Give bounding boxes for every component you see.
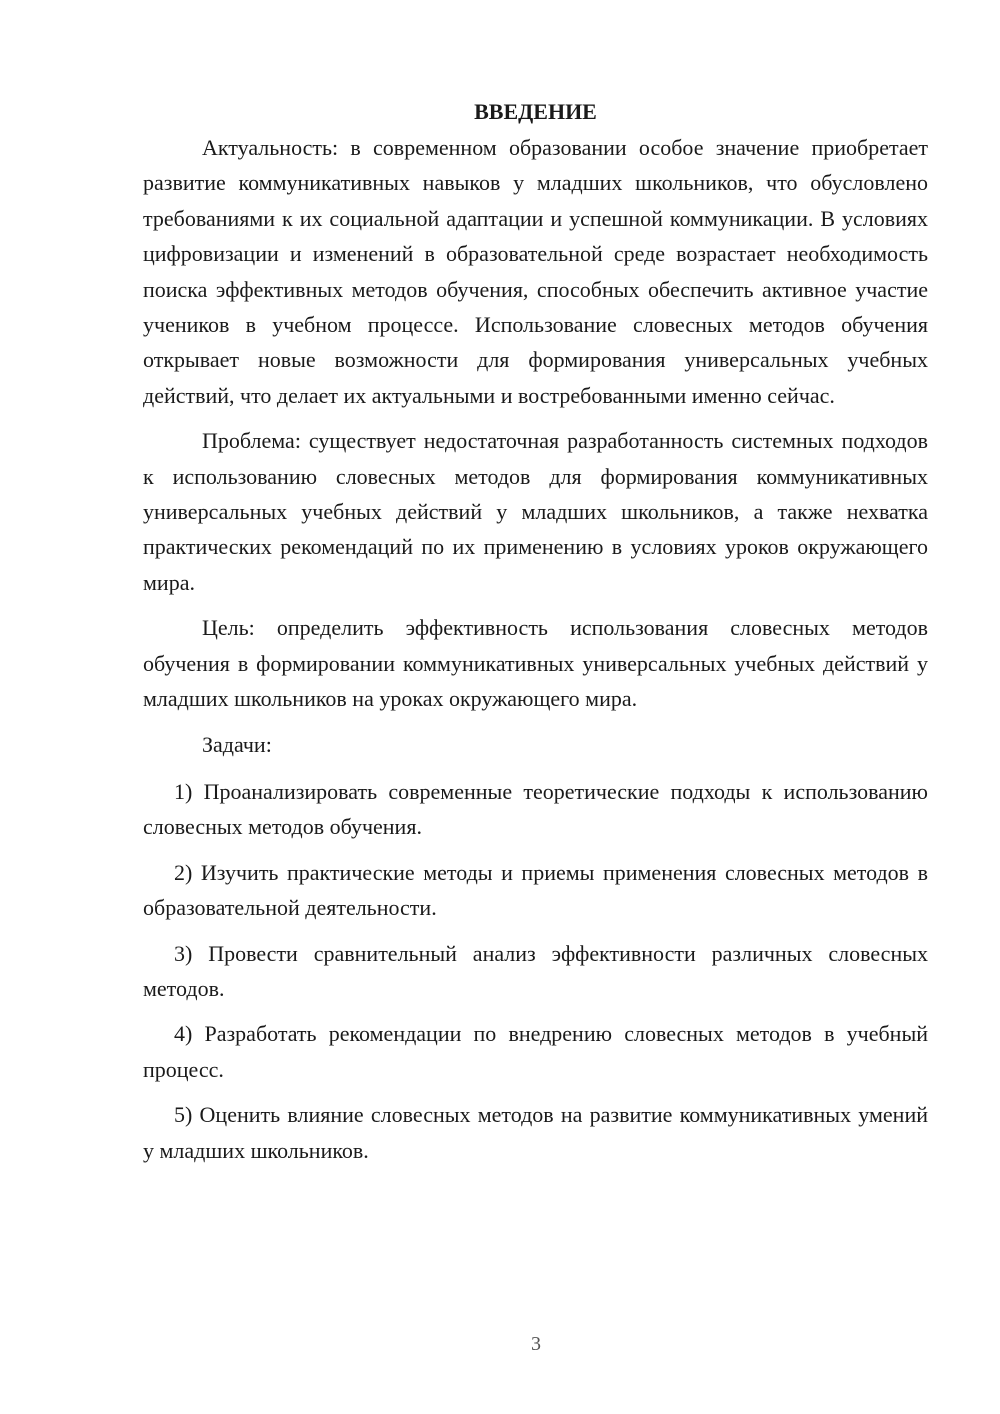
problem-paragraph: Проблема: существует недостаточная разработанность системных подходов к использованию словесных методов для формирования коммуникативных универсальных учебных действий у младших школьников, а также нехватка практических рекомендаций по их применению в условиях уроков окружающего мира. [143,428,928,595]
task-item: 2) Изучить практические методы и приемы применения словесных методов в образовательной деятельности. [143,859,928,921]
page-number: 3 [531,1333,541,1355]
section-heading: ВВЕДЕНИЕ [474,99,597,124]
task-item: 1) Проанализировать современные теоретические подходы к использованию словесных методов обучения. [143,778,928,840]
goal-paragraph: Цель: определить эффективность использования словесных методов обучения в формировании коммуникативных универсальных учебных действий у младших школьников на уроках окружающего мира. [143,615,928,712]
relevance-paragraph: Актуальность: в современном образовании особое значение приобретает развитие коммуникативных навыков у младших школьников, что обусловлено требованиями к их социальной адаптации и успешной коммуникации. В условиях цифровизации и изменений в образовательной среде возрастает необходимость поиска эффективных методов обучения, способных обеспечить активное участие учеников в учебном процессе. Использование словесных методов обучения открывает новые возможности для формирования универсальных учебных действий, что делает их актуальными и востребованными именно сейчас. [143,135,928,408]
task-item: 4) Разработать рекомендации по внедрению словесных методов в учебный процесс. [143,1021,928,1082]
page-content [143,96,928,1178]
tasks-list [143,774,928,1168]
tasks-label: Задачи: [202,731,272,757]
task-item: 5) Оценить влияние словесных методов на развитие коммуникативных умений у младших школьников. [143,1102,928,1163]
task-item: 3) Провести сравнительный анализ эффективности различных словесных методов. [143,940,928,1001]
